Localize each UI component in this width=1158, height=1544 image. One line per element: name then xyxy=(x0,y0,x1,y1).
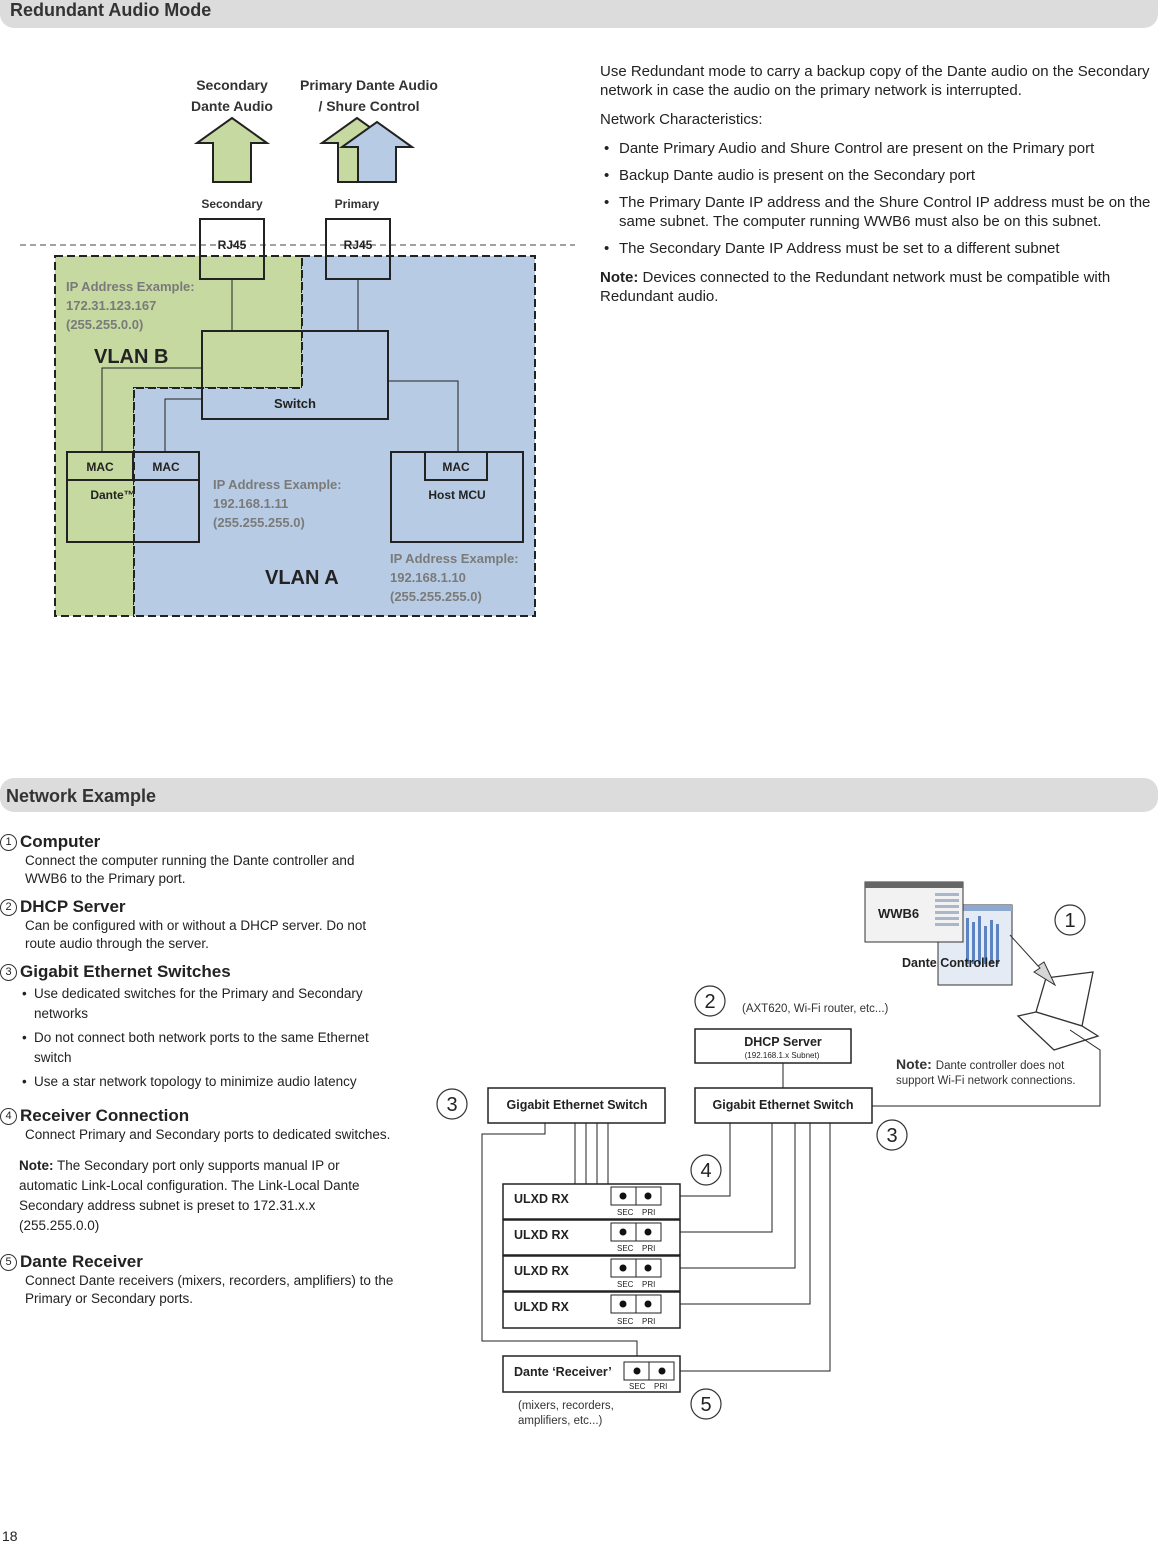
receiver-hint-1: (mixers, recorders, xyxy=(518,1400,614,1412)
note-label: Note: xyxy=(600,269,639,286)
switch-label: Gigabit Ethernet Switch xyxy=(506,1098,648,1112)
section-header-network-example xyxy=(0,778,1158,812)
wwb6-label: WWB6 xyxy=(878,906,920,921)
page-number: 18 xyxy=(2,1528,18,1544)
callout-number: 5 xyxy=(700,1394,712,1416)
vlan-b-ip-2: 172.31.123.167 xyxy=(66,298,157,313)
step-title: Receiver Connection xyxy=(20,1106,190,1125)
network-example-diagram xyxy=(420,870,1158,1440)
primary-port-label: Primary xyxy=(334,197,380,211)
section-header-redundant xyxy=(0,0,1158,28)
step-switches xyxy=(0,962,395,1092)
laptop-icon xyxy=(1018,972,1098,1050)
dante-ip-3: (255.255.255.0) xyxy=(213,515,305,530)
pri-label: PRI xyxy=(642,1244,656,1253)
vlan-b-label: VLAN B xyxy=(94,346,169,368)
host-ip-1: IP Address Example: xyxy=(390,551,519,566)
note-text: The Secondary port only supports manual IP or automatic Link-Local configuration. The Link-Local Dante Secondary address subnet is preset to 172.31.x.x (255.255.0.0) xyxy=(19,1158,360,1233)
host-mcu-label: Host MCU xyxy=(428,488,486,502)
redundant-mode-diagram xyxy=(0,60,590,630)
pri-label: PRI xyxy=(654,1382,668,1391)
ulxd-receivers xyxy=(503,1184,680,1328)
mac-label: MAC xyxy=(442,460,470,474)
characteristics-list xyxy=(600,139,1156,258)
list-item: • Use a star network topology to minimize audio latency xyxy=(0,1072,395,1092)
dante-receiver-label: Dante ‘Receiver’ xyxy=(514,1365,612,1379)
pri-label: PRI xyxy=(642,1280,656,1289)
dante-controller-label: Dante Controller xyxy=(902,956,1000,970)
ulxd-rx-label: ULXD RX xyxy=(514,1228,569,1242)
list-item: • Backup Dante audio is present on the Secondary port xyxy=(600,166,1156,185)
step-dante-receiver xyxy=(0,1252,395,1308)
host-ip-3: (255.255.255.0) xyxy=(390,589,482,604)
switch-guidelines xyxy=(0,984,395,1092)
receiver-note xyxy=(0,1156,395,1236)
rj45-primary-label: RJ45 xyxy=(343,238,373,252)
pri-label: PRI xyxy=(642,1208,656,1217)
characteristics-label: Network Characteristics: xyxy=(600,111,763,128)
note-label: Note: xyxy=(896,1056,932,1072)
rj45-secondary-label: RJ45 xyxy=(217,238,247,252)
step-title: Gigabit Ethernet Switches xyxy=(20,962,231,981)
pointer-arrow-icon xyxy=(1010,935,1055,985)
step-number: 1 xyxy=(0,834,17,851)
callout-number: 2 xyxy=(704,991,716,1013)
dante-device-label: Dante™ xyxy=(90,488,136,502)
callout-number: 3 xyxy=(886,1125,898,1147)
note-text: Dante controller does not xyxy=(935,1060,1065,1072)
secondary-top-label-1: Secondary xyxy=(196,77,268,93)
primary-top-label-1: Primary Dante Audio xyxy=(300,77,438,93)
callout-number: 4 xyxy=(700,1160,712,1182)
section-title: Network Example xyxy=(6,786,157,806)
wifi-note xyxy=(896,1056,1065,1072)
step-text: Connect the computer running the Dante controller and WWB6 to the Primary port. xyxy=(25,853,355,886)
step-text: Can be configured with or without a DHCP server. Do not route audio through the server. xyxy=(25,918,367,951)
intro-text xyxy=(600,62,1156,316)
step-receiver-connection xyxy=(0,1106,395,1144)
steps-list xyxy=(0,832,395,1317)
step-number: 5 xyxy=(0,1254,17,1271)
sec-label: SEC xyxy=(617,1208,634,1217)
ulxd-rx-label: ULXD RX xyxy=(514,1300,569,1314)
sec-label: SEC xyxy=(617,1280,634,1289)
dhcp-hint: (AXT620, Wi-Fi router, etc...) xyxy=(742,1003,889,1015)
host-ip-2: 192.168.1.10 xyxy=(390,570,466,585)
vlan-b-ip-1: IP Address Example: xyxy=(66,279,195,294)
step-number: 2 xyxy=(0,899,17,916)
step-number: 4 xyxy=(0,1108,17,1125)
step-title: Computer xyxy=(20,832,101,851)
step-dhcp xyxy=(0,897,395,953)
dante-ip-1: IP Address Example: xyxy=(213,477,342,492)
receiver-hint-2: amplifiers, etc...) xyxy=(518,1415,603,1427)
step-computer xyxy=(0,832,395,888)
section-title: Redundant Audio Mode xyxy=(10,0,212,20)
callout-number: 1 xyxy=(1064,910,1076,932)
ulxd-rx-label: ULXD RX xyxy=(514,1264,569,1278)
primary-top-label-2: / Shure Control xyxy=(318,98,420,114)
dhcp-server-label: DHCP Server xyxy=(744,1035,822,1049)
pri-label: PRI xyxy=(642,1317,656,1326)
sec-label: SEC xyxy=(617,1244,634,1253)
intro-paragraph: Use Redundant mode to carry a backup copy of the Dante audio on the Secondary network in case the audio on the primary network is interrupted. xyxy=(600,63,1150,99)
mac-label: MAC xyxy=(86,460,114,474)
note-text: Devices connected to the Redundant network must be compatible with Redundant audio. xyxy=(600,269,1111,305)
step-title: Dante Receiver xyxy=(20,1252,143,1271)
callout-number: 3 xyxy=(446,1094,458,1116)
step-text: Connect Primary and Secondary ports to dedicated switches. xyxy=(25,1127,391,1142)
secondary-port-label: Secondary xyxy=(201,197,263,211)
list-item: • The Primary Dante IP address and the Shure Control IP address must be on the same subnet. The computer running WWB6 must also be on this subnet. xyxy=(600,193,1156,231)
list-item: • Do not connect both network ports to the same Ethernet switch xyxy=(0,1028,395,1068)
dante-ip-2: 192.168.1.11 xyxy=(213,496,289,511)
mac-label: MAC xyxy=(152,460,180,474)
switch-label: Switch xyxy=(274,396,316,411)
compat-note xyxy=(600,268,1156,306)
wifi-note-line-2: support Wi-Fi network connections. xyxy=(896,1075,1076,1087)
step-title: DHCP Server xyxy=(20,897,126,916)
step-text: Connect Dante receivers (mixers, recorders, amplifiers) to the Primary or Secondary ports. xyxy=(25,1273,394,1306)
secondary-arrow-icon xyxy=(197,118,267,182)
vlan-b-ip-3: (255.255.0.0) xyxy=(66,317,144,332)
vlan-a-label: VLAN A xyxy=(265,567,339,589)
step-number: 3 xyxy=(0,964,17,981)
secondary-top-label-2: Dante Audio xyxy=(191,98,273,114)
note-label: Note: xyxy=(19,1158,54,1173)
switch-label: Gigabit Ethernet Switch xyxy=(712,1098,854,1112)
list-item: • Dante Primary Audio and Shure Control are present on the Primary port xyxy=(600,139,1156,158)
sec-label: SEC xyxy=(617,1317,634,1326)
list-item: • The Secondary Dante IP Address must be set to a different subnet xyxy=(600,239,1156,258)
ulxd-rx-label: ULXD RX xyxy=(514,1192,569,1206)
list-item: • Use dedicated switches for the Primary and Secondary networks xyxy=(0,984,395,1024)
dhcp-subnet-label: (192.168.1.x Subnet) xyxy=(744,1051,820,1060)
sec-label: SEC xyxy=(629,1382,646,1391)
